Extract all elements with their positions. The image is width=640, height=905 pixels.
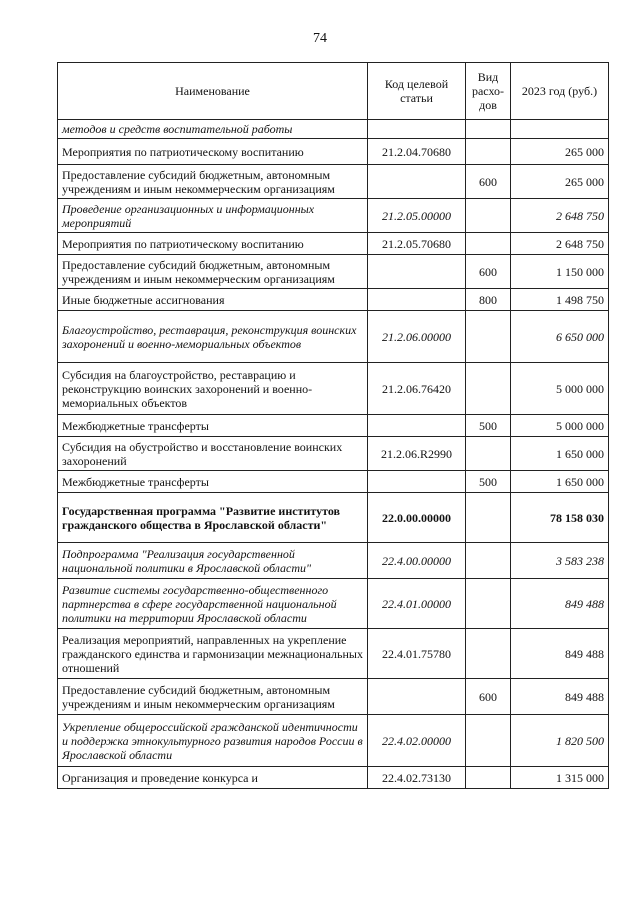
row-amount-cell — [511, 120, 609, 139]
table-row — [58, 363, 609, 415]
row-type-cell: 800 — [466, 289, 511, 311]
row-amount-cell: 1 650 000 — [511, 471, 609, 493]
row-type-cell — [466, 629, 511, 679]
table-row — [58, 471, 609, 493]
row-code-cell: 22.4.02.00000 — [368, 715, 466, 767]
header-amount: 2023 год (руб.) — [511, 63, 609, 120]
row-type-cell — [466, 579, 511, 629]
table-row — [58, 311, 609, 363]
row-type-cell — [466, 493, 511, 543]
row-code-cell: 22.4.02.73130 — [368, 767, 466, 789]
table-row — [58, 255, 609, 289]
row-type-cell — [466, 199, 511, 233]
row-code-cell: 21.2.04.70680 — [368, 139, 466, 165]
row-name-cell: Субсидия на обустройство и восстановление воинских захоронений — [58, 437, 368, 471]
row-amount-cell: 5 000 000 — [511, 363, 609, 415]
row-code-cell: 21.2.06.R2990 — [368, 437, 466, 471]
row-amount-cell: 2 648 750 — [511, 233, 609, 255]
row-type-cell — [466, 363, 511, 415]
row-code-cell — [368, 165, 466, 199]
row-amount-cell: 3 583 238 — [511, 543, 609, 579]
table-row — [58, 629, 609, 679]
row-type-cell — [466, 139, 511, 165]
row-name-cell: Межбюджетные трансферты — [58, 415, 368, 437]
row-code-cell: 22.4.01.75780 — [368, 629, 466, 679]
row-amount-cell: 849 488 — [511, 579, 609, 629]
row-type-cell: 500 — [466, 471, 511, 493]
row-code-cell — [368, 415, 466, 437]
table-row — [58, 543, 609, 579]
table-row — [58, 493, 609, 543]
table-row — [58, 289, 609, 311]
table-row — [58, 415, 609, 437]
row-type-cell: 500 — [466, 415, 511, 437]
row-name-cell: Реализация мероприятий, направленных на укрепление гражданского единства и гармонизации межнациональных отношений — [58, 629, 368, 679]
row-code-cell: 22.0.00.00000 — [368, 493, 466, 543]
row-amount-cell: 78 158 030 — [511, 493, 609, 543]
row-code-cell: 22.4.00.00000 — [368, 543, 466, 579]
row-type-cell — [466, 715, 511, 767]
table-row — [58, 120, 609, 139]
row-type-cell — [466, 233, 511, 255]
row-name-cell: Субсидия на благоустройство, реставрацию и реконструкцию воинских захоронений и военно-мемориальных объектов — [58, 363, 368, 415]
row-amount-cell: 6 650 000 — [511, 311, 609, 363]
row-type-cell — [466, 311, 511, 363]
row-code-cell — [368, 679, 466, 715]
row-amount-cell: 849 488 — [511, 679, 609, 715]
row-amount-cell: 1 650 000 — [511, 437, 609, 471]
row-amount-cell: 5 000 000 — [511, 415, 609, 437]
row-name-cell: Проведение организационных и информационных мероприятий — [58, 199, 368, 233]
table-row — [58, 199, 609, 233]
row-type-cell: 600 — [466, 165, 511, 199]
table-row — [58, 165, 609, 199]
row-name-cell: Подпрограмма "Реализация государственной национальной политики в Ярославской области" — [58, 543, 368, 579]
header-code: Код целевой статьи — [368, 63, 466, 120]
row-name-cell: методов и средств воспитательной работы — [58, 120, 368, 139]
row-code-cell — [368, 255, 466, 289]
row-name-cell: Развитие системы государственно-общественного партнерства в сфере государственной национальной политики на территории Ярославской области — [58, 579, 368, 629]
row-name-cell: Организация и проведение конкурса и — [58, 767, 368, 789]
row-name-cell: Межбюджетные трансферты — [58, 471, 368, 493]
row-code-cell: 21.2.06.00000 — [368, 311, 466, 363]
row-name-cell: Укрепление общероссийской гражданской идентичности и поддержка этнокультурного развития народов России в Ярославской области — [58, 715, 368, 767]
row-name-cell: Благоустройство, реставрация, реконструкция воинских захоронений и военно-мемориальных объектов — [58, 311, 368, 363]
row-type-cell: 600 — [466, 255, 511, 289]
row-amount-cell: 849 488 — [511, 629, 609, 679]
row-type-cell — [466, 120, 511, 139]
row-amount-cell: 265 000 — [511, 139, 609, 165]
table-row — [58, 437, 609, 471]
table-row — [58, 767, 609, 789]
row-type-cell: 600 — [466, 679, 511, 715]
row-code-cell — [368, 120, 466, 139]
row-name-cell: Иные бюджетные ассигнования — [58, 289, 368, 311]
row-code-cell: 21.2.05.70680 — [368, 233, 466, 255]
row-amount-cell: 1 498 750 — [511, 289, 609, 311]
page-number: 74 — [313, 31, 327, 46]
row-name-cell: Мероприятия по патриотическому воспитанию — [58, 233, 368, 255]
row-amount-cell: 1 315 000 — [511, 767, 609, 789]
row-code-cell — [368, 471, 466, 493]
row-code-cell — [368, 289, 466, 311]
row-name-cell: Предоставление субсидий бюджетным, автономным учреждениям и иным некоммерческим организациям — [58, 679, 368, 715]
header-name: Наименование — [58, 63, 368, 120]
row-name-cell: Предоставление субсидий бюджетным, автономным учреждениям и иным некоммерческим организациям — [58, 165, 368, 199]
row-type-cell — [466, 543, 511, 579]
table-row — [58, 579, 609, 629]
budget-table — [57, 62, 609, 789]
table-row — [58, 679, 609, 715]
row-amount-cell: 1 820 500 — [511, 715, 609, 767]
row-name-cell: Мероприятия по патриотическому воспитанию — [58, 139, 368, 165]
table-row — [58, 715, 609, 767]
row-name-cell: Предоставление субсидий бюджетным, автономным учреждениям и иным некоммерческим организациям — [58, 255, 368, 289]
row-code-cell: 22.4.01.00000 — [368, 579, 466, 629]
row-type-cell — [466, 767, 511, 789]
table-row — [58, 233, 609, 255]
row-code-cell: 21.2.05.00000 — [368, 199, 466, 233]
row-amount-cell: 265 000 — [511, 165, 609, 199]
table-header-row — [58, 63, 609, 120]
row-type-cell — [466, 437, 511, 471]
header-type: Вид расхо-дов — [466, 63, 511, 120]
row-amount-cell: 1 150 000 — [511, 255, 609, 289]
table-row — [58, 139, 609, 165]
row-name-cell: Государственная программа "Развитие институтов гражданского общества в Ярославской области" — [58, 493, 368, 543]
row-code-cell: 21.2.06.76420 — [368, 363, 466, 415]
row-amount-cell: 2 648 750 — [511, 199, 609, 233]
